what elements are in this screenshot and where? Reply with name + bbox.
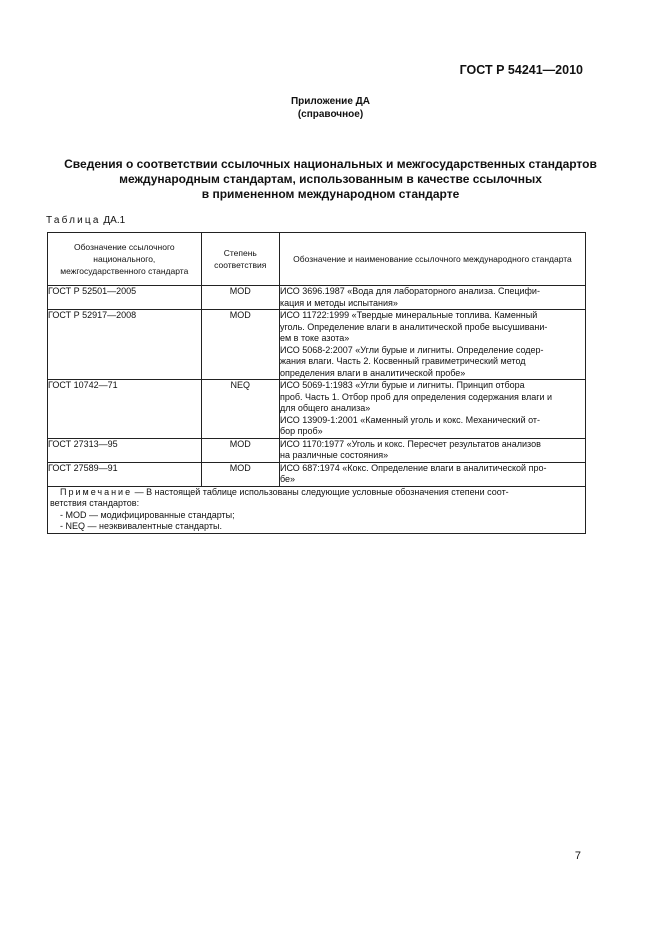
table-note-row	[48, 486, 586, 533]
header-text: Обозначение и наименование ссылочного международного стандарта	[293, 254, 572, 264]
desc-line: бор проб»	[279, 426, 323, 436]
header-cell-designation	[48, 233, 202, 286]
table-row	[48, 462, 586, 486]
cell-degree: MOD	[201, 462, 279, 486]
note-head	[48, 487, 585, 499]
desc-line: ИСО 13909-1:2001 «Каменный уголь и кокс. Механический от-	[279, 414, 541, 425]
cell-degree: MOD	[201, 310, 279, 380]
cell-description	[279, 286, 585, 310]
table-header-row	[48, 233, 586, 286]
heading-line: международным стандартам, использованным в качестве ссылочных	[119, 172, 542, 186]
note-text: ветствия стандартов:	[50, 498, 140, 508]
table-label-number: ДА.1	[103, 215, 126, 226]
desc-line: ИСО 3696.1987 «Вода для лабораторного анализа. Специфи-	[279, 286, 540, 296]
heading-line: Сведения о соответствии ссылочных национальных и межгосударственных стандартов	[64, 157, 597, 171]
header-text: Обозначение ссылочного	[73, 242, 175, 252]
cell-code: ГОСТ 27589—91	[48, 462, 202, 486]
cell-description	[279, 380, 585, 439]
section-heading	[40, 157, 621, 202]
desc-line: ИСО 687:1974 «Кокс. Определение влаги в аналитической про-	[279, 462, 547, 473]
desc-line: проб. Часть 1. Отбор проб для определения содержания влаги и	[279, 391, 553, 402]
header-text: соответствия	[214, 260, 267, 270]
desc-line: ИСО 1170:1977 «Уголь и кокс. Пересчет результатов анализов	[279, 438, 541, 449]
heading-line: в примененном международном стандарте	[201, 187, 460, 201]
desc-line: уголь. Определение влаги в аналитической пробе высушивани-	[279, 321, 548, 332]
desc-line: для общего анализа»	[279, 403, 371, 413]
cell-degree: NEQ	[201, 380, 279, 439]
header-text: национального,	[93, 254, 156, 264]
table-row	[48, 380, 586, 439]
standards-table	[47, 232, 586, 534]
table-label	[46, 215, 125, 226]
desc-line: жания влаги. Часть 2. Косвенный гравиметрический метод	[279, 356, 526, 366]
cell-degree: MOD	[201, 438, 279, 462]
note-item: - NEQ — неэквивалентные стандарты.	[60, 521, 222, 531]
header-text: межгосударственного стандарта	[60, 266, 189, 276]
note-label: Примечание	[60, 486, 133, 497]
cell-degree: MOD	[201, 286, 279, 310]
appendix-subtitle: (справочное)	[297, 109, 364, 120]
note-text: — В настоящей таблице использованы следующие условные обозначения степени соот-	[132, 486, 509, 497]
table-label-word: Таблица	[46, 215, 101, 226]
desc-line: ИСО 5069-1:1983 «Угли бурые и лигниты. Принцип отбора	[279, 380, 525, 390]
appendix-title: Приложение ДА	[290, 96, 371, 107]
desc-line: ИСО 5068-2:2007 «Угли бурые и лигниты. Определение содер-	[279, 344, 544, 355]
cell-description	[279, 462, 585, 486]
cell-description	[279, 310, 585, 380]
cell-code: ГОСТ 27313—95	[48, 438, 202, 462]
table-row	[48, 286, 586, 310]
header-text: Степень	[223, 248, 257, 258]
desc-line: ИСО 11722:1999 «Твердые минеральные топлива. Каменный	[279, 310, 538, 320]
desc-line: ем в токе азота»	[279, 333, 350, 343]
document-id: ГОСТ Р 54241—2010	[459, 63, 583, 77]
header-cell-degree	[201, 233, 279, 286]
table-note	[48, 486, 586, 533]
cell-code: ГОСТ Р 52917—2008	[48, 310, 202, 380]
cell-code: ГОСТ Р 52501—2005	[48, 286, 202, 310]
table-row	[48, 438, 586, 462]
table-row	[48, 310, 586, 380]
cell-description	[279, 438, 585, 462]
desc-line: на различные состояния»	[279, 450, 389, 460]
desc-line: кация и методы испытания»	[279, 297, 398, 308]
desc-line: определения влаги в аналитической пробе»	[279, 367, 466, 378]
header-cell-international	[279, 233, 585, 286]
page-number: 7	[574, 850, 581, 862]
note-item: - MOD — модифицированные стандарты;	[60, 509, 235, 520]
cell-code: ГОСТ 10742—71	[48, 380, 202, 439]
desc-line: бе»	[279, 474, 296, 484]
